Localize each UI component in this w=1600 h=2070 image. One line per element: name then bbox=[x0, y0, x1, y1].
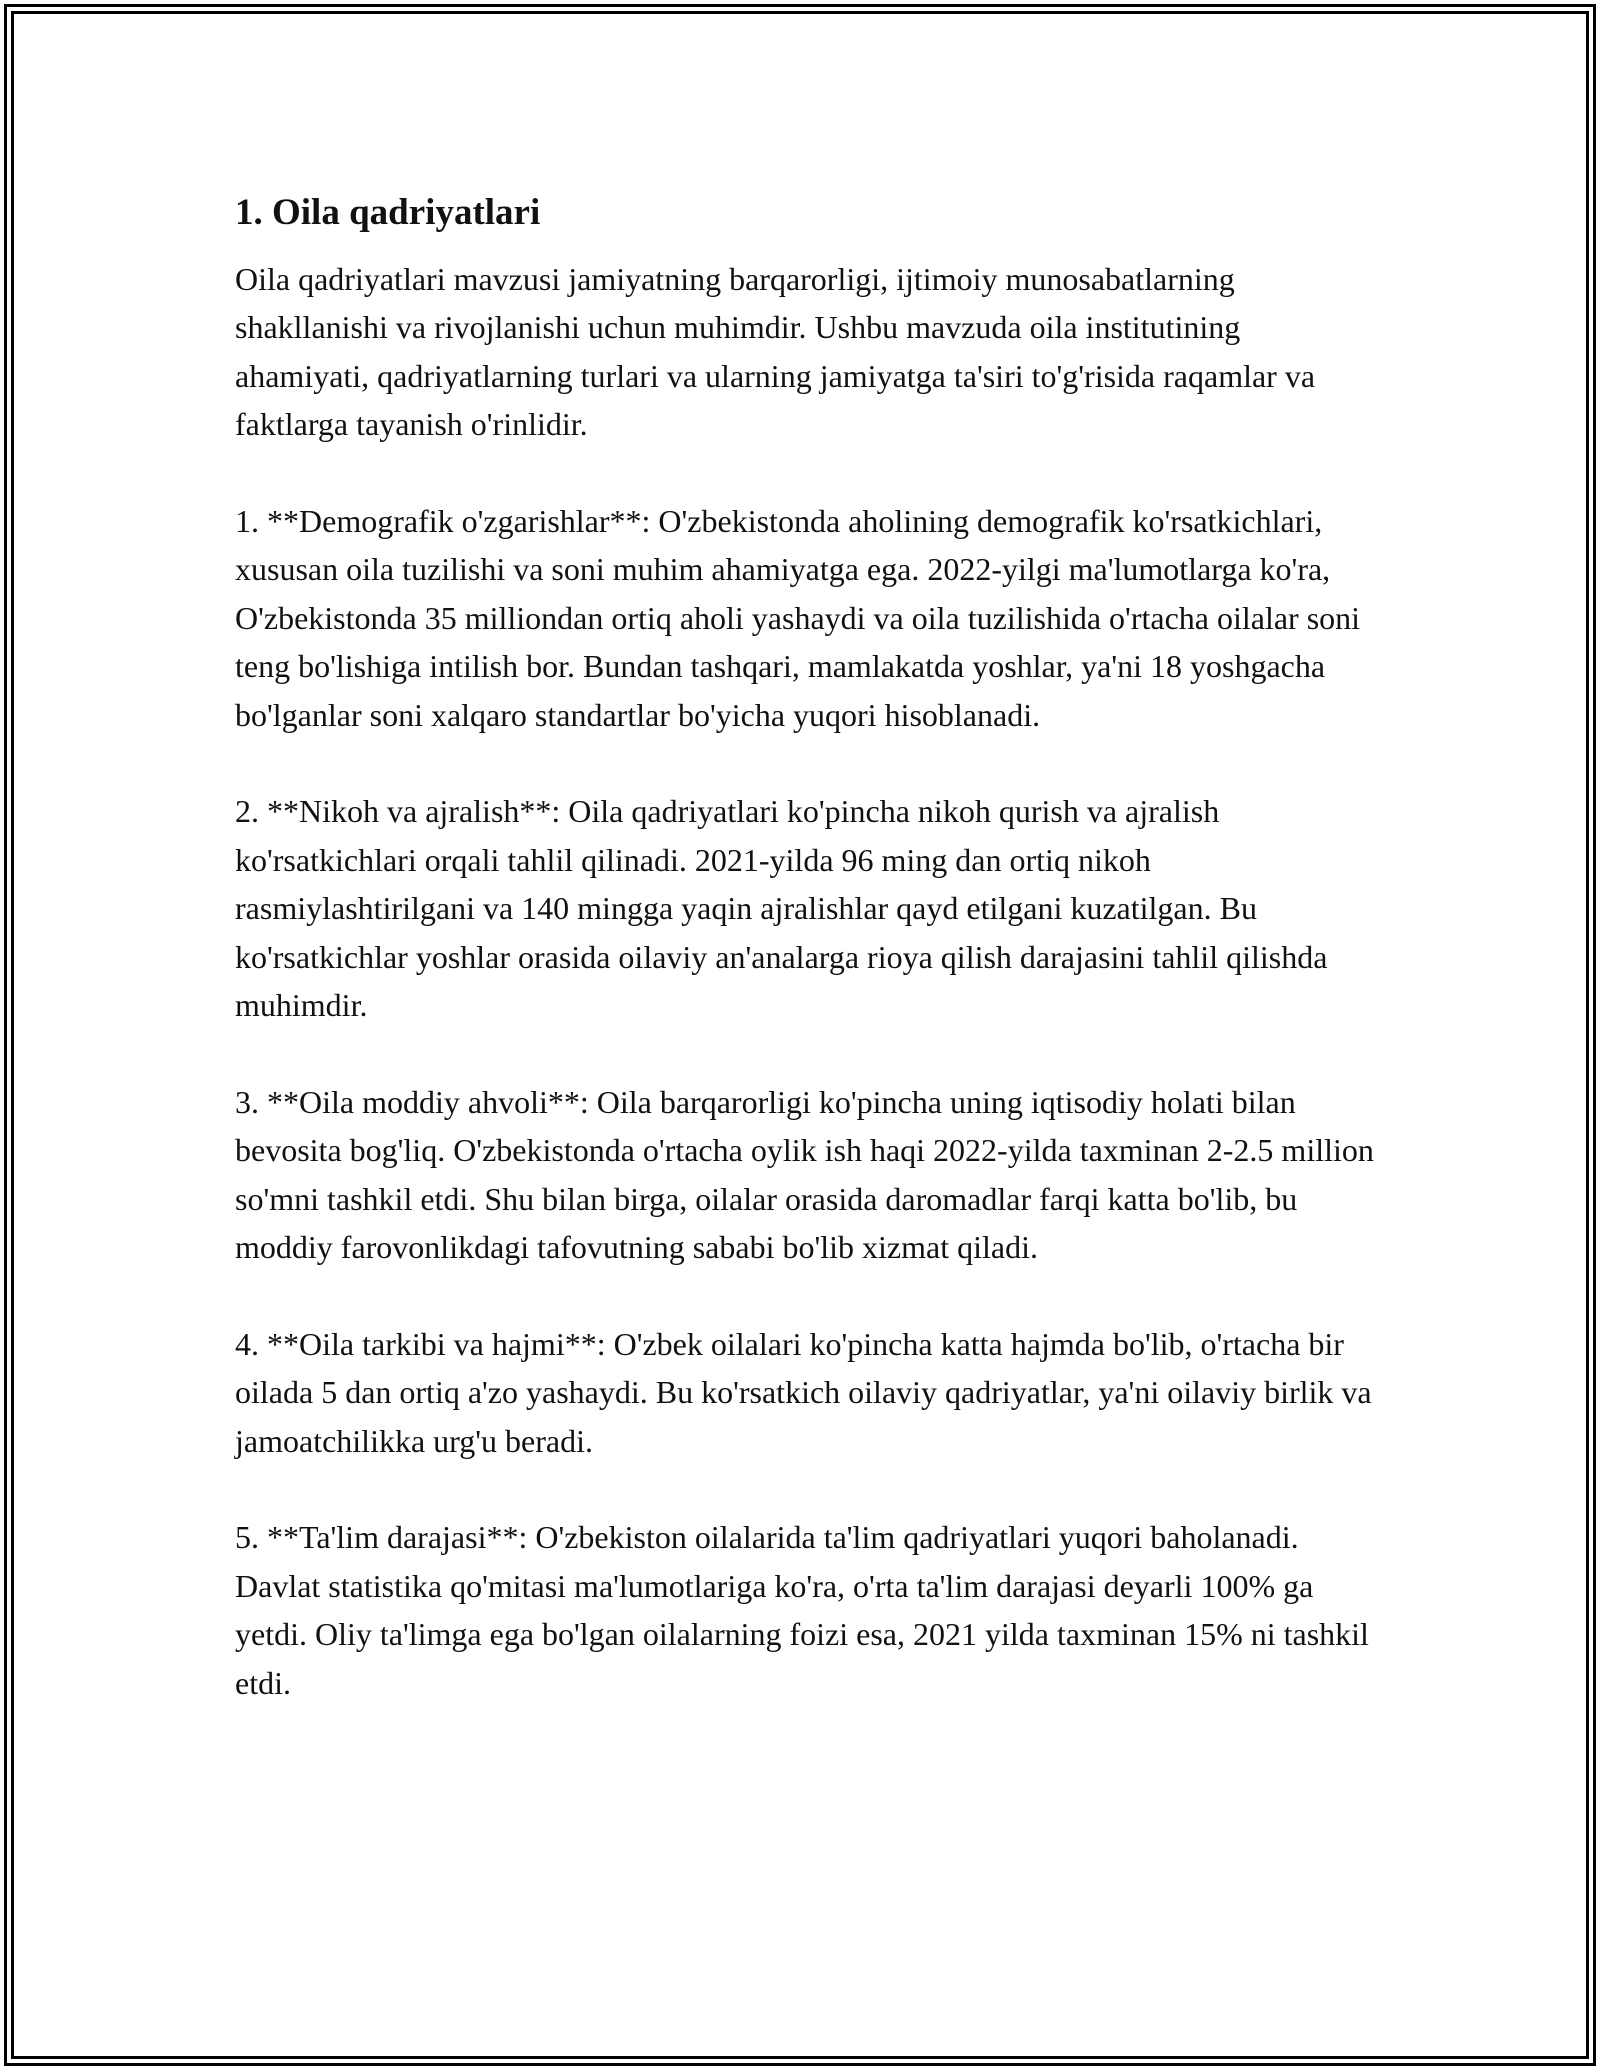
intro-paragraph: Oila qadriyatlari mavzusi jamiyatning barqarorligi, ijtimoiy munosabatlarning shakllanishi va rivojlanishi uchun muhimdir. Ushbu mavzuda oila institutining ahamiyati, qadriyatlarning turlari va ularning jamiyatga ta'siri to'g'risida raqamlar va faktlarga tayanish o'rinlidir. bbox=[235, 261, 1316, 443]
list-item-material-status: 3. **Oila moddiy ahvoli**: Oila barqarorligi ko'pincha uning iqtisodiy holati bilan bevosita bog'liq. O'zbekistonda o'rtacha oylik ish haqi 2022-yilda taxminan 2-2.5 million so'mni tashkil etdi. Shu bilan birga, oilalar orasida daromadlar farqi katta bo'lib, bu moddiy farovonlikdagi tafovutning sababi bo'lib xizmat qiladi. bbox=[235, 1083, 1374, 1266]
list-item-marriage-divorce: 2. **Nikoh va ajralish**: Oila qadriyatlari ko'pincha nikoh qurish va ajralish ko'rsatkichlari orqali tahlil qilinadi. 2021-yilda 96 ming dan ortiq nikoh rasmiylashtirilgani va 140 mingga yaqin ajralishlar qayd etilgani kuzatilgan. Bu ko'rsatkichlar yoshlar orasida oilaviy an'analarga rioya qilish darajasini tahlil qilishda muhimdir. bbox=[235, 793, 1328, 1024]
list-item-education: 5. **Ta'lim darajasi**: O'zbekiston oilalarida ta'lim qadriyatlari yuqori baholanadi. Davlat statistika qo'mitasi ma'lumotlariga ko'ra, o'rta ta'lim darajasi deyarli 100% ga yetdi. Oliy ta'limga ega bo'lgan oilalarning foizi esa, 2021 yilda taxminan 15% ni tashkil etdi. bbox=[235, 1519, 1369, 1701]
list-item-family-size: 4. **Oila tarkibi va hajmi**: O'zbek oilalari ko'pincha katta hajmda bo'lib, o'rtacha bir oilada 5 dan ortiq a'zo yashaydi. Bu ko'rsatkich oilaviy qadriyatlar, ya'ni oilaviy birlik va jamoatchilikka urg'u beradi. bbox=[235, 1325, 1372, 1459]
document-body bbox=[235, 185, 1375, 1756]
section-heading: 1. Oila qadriyatlari bbox=[235, 192, 541, 233]
list-item-demographics: 1. **Demografik o'zgarishlar**: O'zbekistonda aholining demografik ko'rsatkichlari, xususan oila tuzilishi va soni muhim ahamiyatga ega. 2022-yilgi ma'lumotlarga ko'ra, O'zbekistonda 35 milliondan ortiq aholi yashaydi va oila tuzilishida o'rtacha oilalar soni teng bo'lishiga intilish bor. Bundan tashqari, mamlakatda yoshlar, ya'ni 18 yoshgacha bo'lganlar soni xalqaro standartlar bo'yicha yuqori hisoblanadi. bbox=[235, 503, 1361, 733]
